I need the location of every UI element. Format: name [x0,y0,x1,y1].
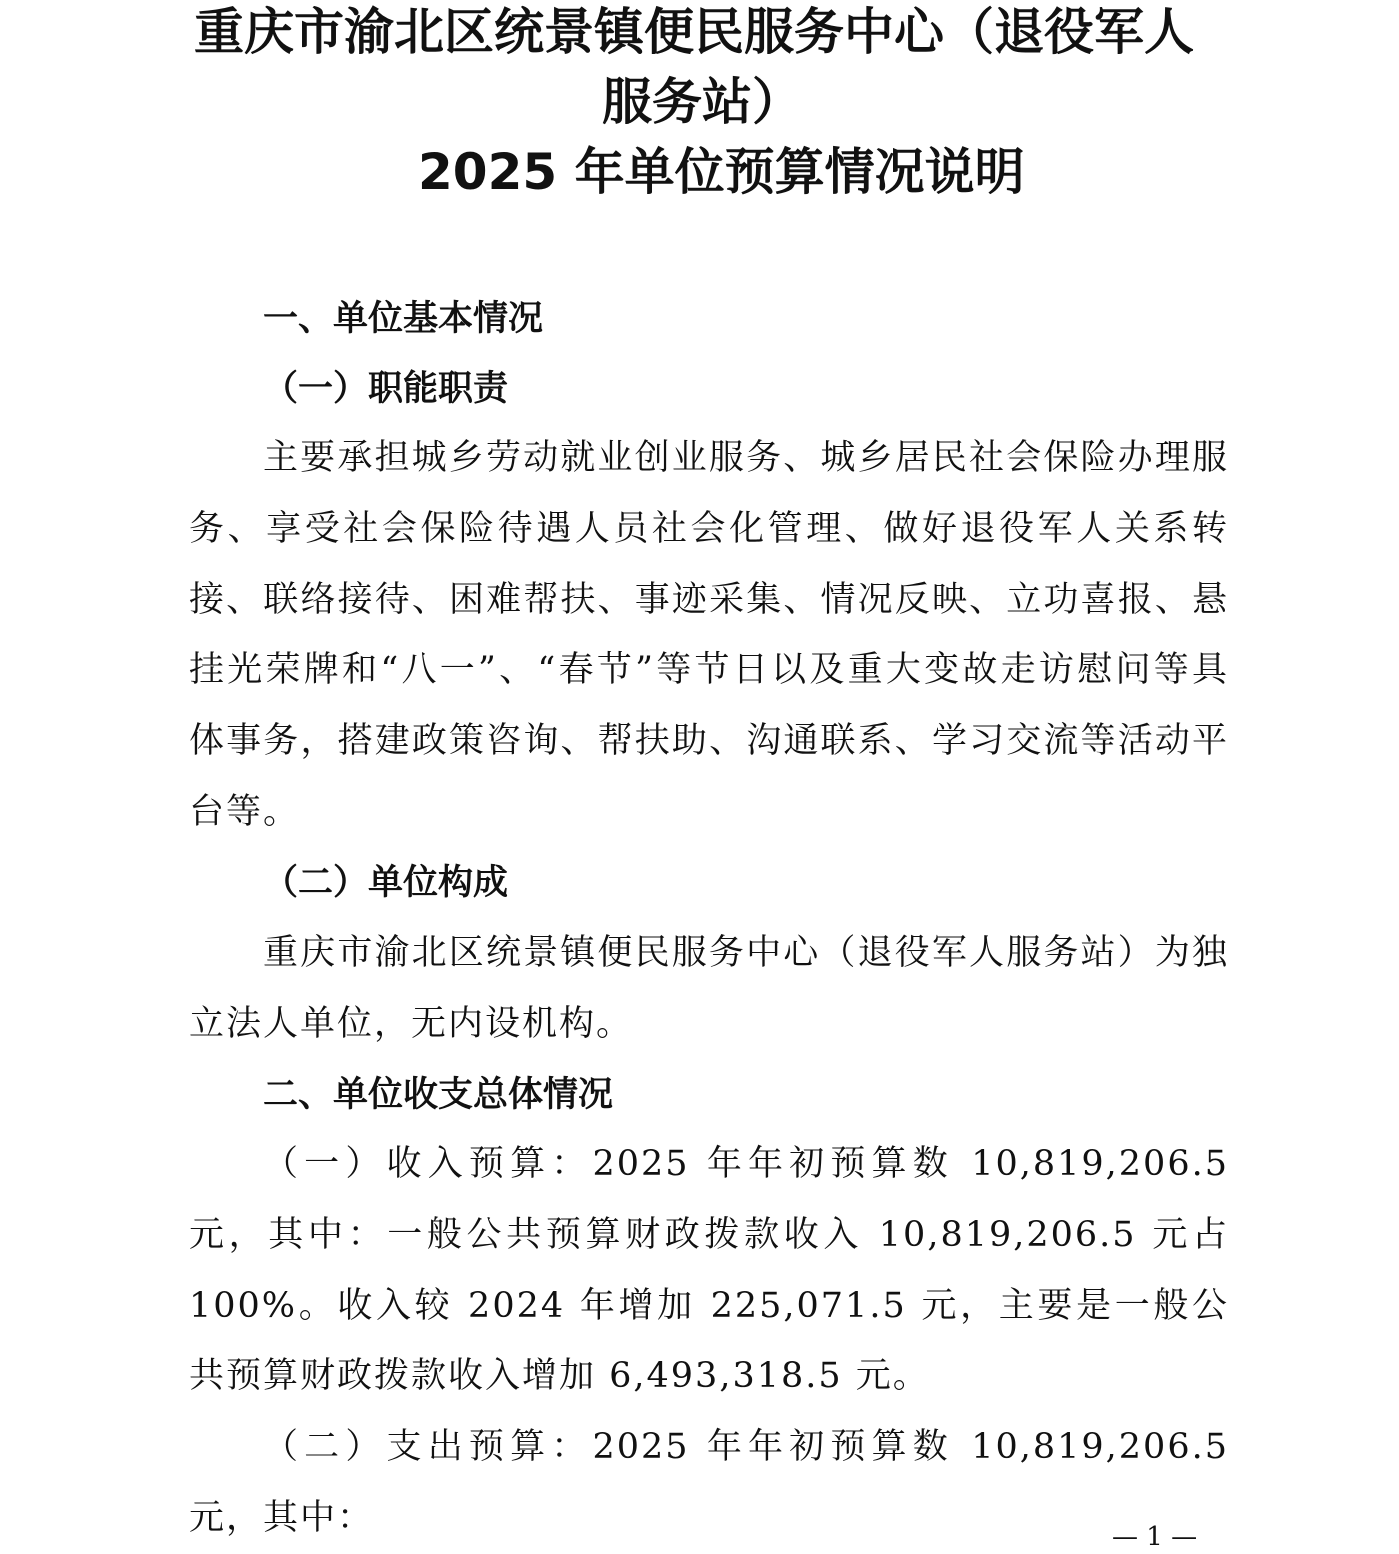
document-title-line-1: 重庆市渝北区统景镇便民服务中心（退役军人 [194,3,1194,61]
document-title-line-3: 2025 年单位预算情况说明 [418,143,1025,201]
section-heading-basic-info: 一、单位基本情况 [263,299,544,339]
subsection-heading-composition: （二）单位构成 [263,862,509,903]
page-number: — 1 — [1112,1522,1198,1552]
subsection-heading-functions: （一）职能职责 [263,368,509,409]
section-heading-budget-overview: 二、单位收支总体情况 [263,1075,614,1115]
paragraph-income-budget: （一）收入预算：2025 年年初预算数 10,819,206.5 元，其中：一般公共预算财政拨款收入 10,819,206.5 元占 100%。收入较 2024 年增加 225,071.5 元，主要是一般公共预算财政拨款收入增加 6,493,318.5 元。 [189,1144,1229,1397]
paragraph-composition: 重庆市渝北区统景镇便民服务中心（退役军人服务站）为独立法人单位，无内设机构。 [189,933,1229,1044]
paragraph-expenditure-budget: （二）支出预算：2025 年年初预算数 10,819,206.5 元，其中： [189,1427,1229,1538]
paragraph-functions: 主要承担城乡劳动就业创业服务、城乡居民社会保险办理服务、享受社会保险待遇人员社会化管理、做好退役军人关系转接、联络接待、困难帮扶、事迹采集、情况反映、立功喜报、悬挂光荣牌和“八一”、“春节”等节日以及重大变故走访慰问等具体事务，搭建政策咨询、帮扶助、沟通联系、学习交流等活动平台等。 [189,438,1229,832]
document-title-line-2: 服务站） [602,73,802,131]
